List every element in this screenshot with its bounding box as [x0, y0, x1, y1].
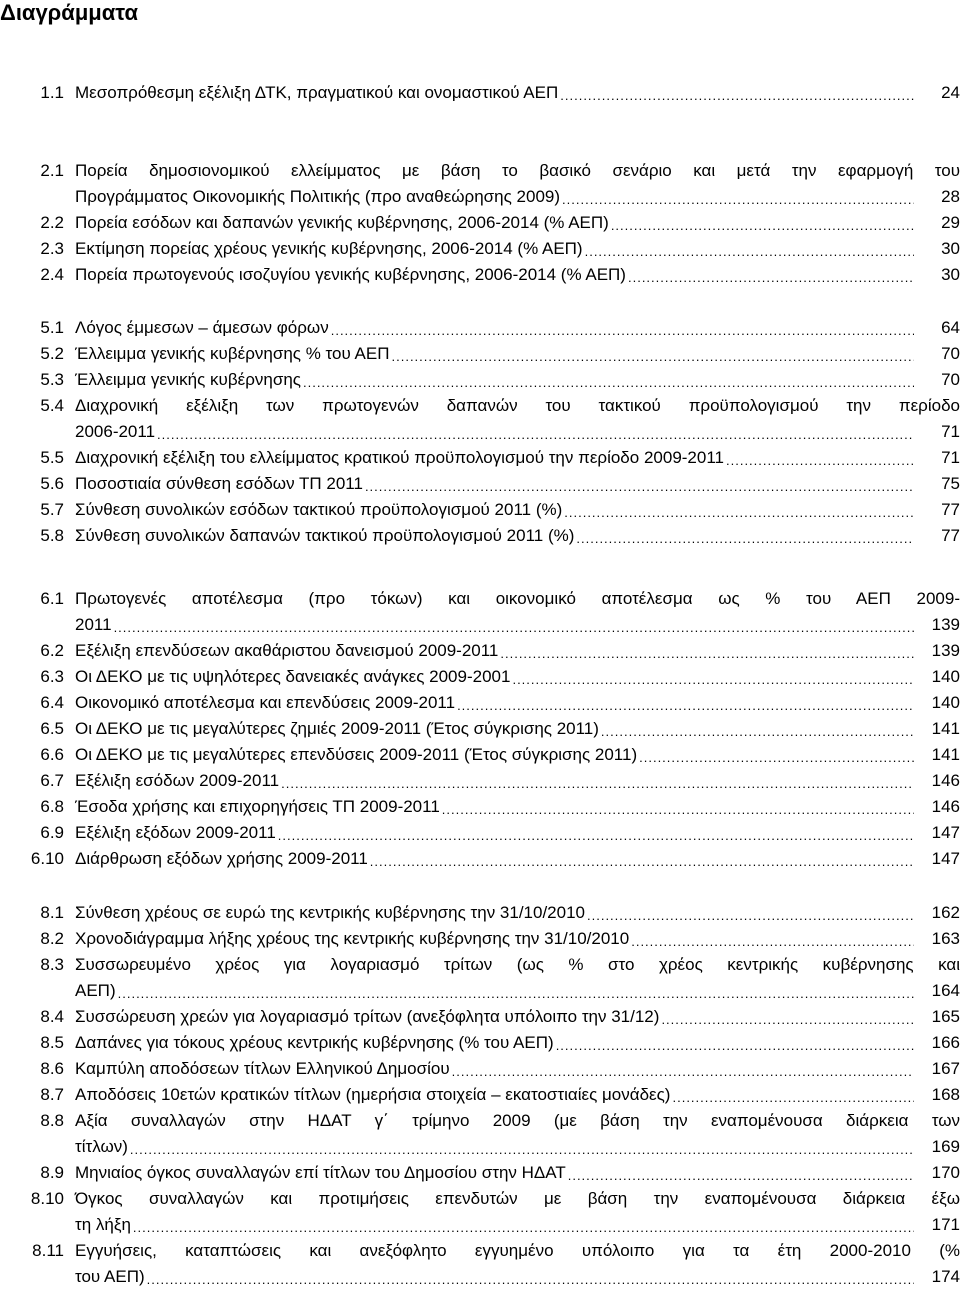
- entry-body: [75, 586, 960, 638]
- entry-body: [75, 315, 960, 341]
- entry-body: [75, 768, 960, 794]
- entry-number: 6.1: [40, 589, 64, 608]
- entry-number: 5.7: [40, 500, 64, 519]
- dot-leader: [639, 742, 914, 768]
- entry-line: [75, 1186, 960, 1212]
- entry-title: του ΑΕΠ): [75, 1267, 145, 1286]
- entry-body: [75, 952, 960, 1004]
- page-number: 171: [931, 1215, 960, 1234]
- dot-leader: [281, 768, 914, 794]
- entry-title: Οι ΔΕΚΟ με τις μεγαλύτερες επενδύσεις 2009-2011 (Έτος σύγκρισης 2011): [75, 745, 638, 764]
- dot-leader: [500, 638, 914, 664]
- entry-number: 2.1: [40, 161, 64, 180]
- dot-leader: [560, 80, 914, 106]
- entry-number: 6.5: [40, 719, 64, 738]
- page-title: Διαγράμματα: [0, 0, 138, 25]
- page-number: 77: [941, 526, 960, 545]
- page-number: 77: [941, 500, 960, 519]
- entry-line: [75, 768, 960, 794]
- dot-leader: [133, 1212, 914, 1238]
- page-number: 75: [941, 474, 960, 493]
- entry-number: 6.9: [40, 823, 64, 842]
- page-number: 164: [931, 981, 960, 1000]
- entry-number: 6.3: [40, 667, 64, 686]
- entry-title: ΑΕΠ): [75, 981, 116, 1000]
- entry-title: Διαχρονική εξέλιξη του ελλείμματος κρατικού προϋπολογισμού την περίοδο 2009-2011: [75, 448, 724, 467]
- page-number: 162: [931, 903, 960, 922]
- entry-number: 5.1: [40, 318, 64, 337]
- entry-line: [75, 1134, 960, 1160]
- entry-line: [75, 1056, 960, 1082]
- entry-title: Έλλειμμα γενικής κυβέρνησης: [75, 370, 301, 389]
- page-number: 170: [931, 1163, 960, 1182]
- entry-line: [75, 586, 960, 612]
- dot-leader: [114, 612, 914, 638]
- entry-title: Δαπάνες για τόκους χρέους κεντρικής κυβέρνησης (% του ΑΕΠ): [75, 1033, 554, 1052]
- entry-line: [75, 1160, 960, 1186]
- dot-leader: [576, 523, 914, 549]
- dot-leader: [631, 926, 914, 952]
- entry-line: [75, 1212, 960, 1238]
- dot-leader: [442, 794, 914, 820]
- entry-number: 5.3: [40, 370, 64, 389]
- entry-line: [75, 690, 960, 716]
- entry-line: [75, 900, 960, 926]
- entry-number: 8.4: [40, 1007, 64, 1026]
- page-number: 168: [931, 1085, 960, 1104]
- dot-leader: [157, 419, 914, 445]
- entry-title: Διάρθρωση εξόδων χρήσης 2009-2011: [75, 849, 368, 868]
- entry-number: 6.6: [40, 745, 64, 764]
- dot-leader: [564, 497, 914, 523]
- entry-title: Σύνθεση συνολικών εσόδων τακτικού προϋπολογισμού 2011 (%): [75, 500, 563, 519]
- page-number: 174: [931, 1267, 960, 1286]
- entry-line: [75, 716, 960, 742]
- entry-line: [75, 80, 960, 106]
- entry-title: Οι ΔΕΚΟ με τις μεγαλύτερες ζημιές 2009-2011 (Έτος σύγκρισης 2011): [75, 719, 599, 738]
- dot-leader: [118, 978, 914, 1004]
- page-number: 70: [941, 344, 960, 363]
- page-number: 169: [931, 1137, 960, 1156]
- page-number: 167: [931, 1059, 960, 1078]
- entry-title: 2006-2011: [75, 422, 156, 441]
- entry-title: Χρονοδιάγραμμα λήξης χρέους της κεντρικής κυβέρνησης την 31/10/2010: [75, 929, 630, 948]
- page-number: 24: [941, 83, 960, 102]
- entry-body: [75, 1056, 960, 1082]
- entry-number: 6.2: [40, 641, 64, 660]
- entry-title: Οικονομικό αποτέλεσμα και επενδύσεις 2009-2011: [75, 693, 456, 712]
- entry-number: 8.2: [40, 929, 64, 948]
- entry-body: [75, 445, 960, 471]
- entry-line: [75, 612, 960, 638]
- dot-leader: [562, 184, 914, 210]
- dot-leader: [331, 315, 914, 341]
- entry-number: 2.2: [40, 213, 64, 232]
- entry-line: [75, 846, 960, 872]
- entry-line: [75, 393, 960, 419]
- entry-body: [75, 900, 960, 926]
- page-number: 64: [941, 318, 960, 337]
- entry-body: [75, 367, 960, 393]
- entry-number: 5.6: [40, 474, 64, 493]
- entry-line: [75, 926, 960, 952]
- entry-title: Έλλειμμα γενικής κυβέρνησης % του ΑΕΠ: [75, 344, 390, 363]
- page-number: 30: [941, 239, 960, 258]
- entry-number: 2.3: [40, 239, 64, 258]
- dot-leader: [611, 210, 914, 236]
- entry-line: [75, 638, 960, 664]
- entry-body: [75, 1030, 960, 1056]
- entry-title: Εκτίμηση πορείας χρέους γενικής κυβέρνησης, 2006-2014 (% ΑΕΠ): [75, 239, 583, 258]
- entry-number: 8.3: [40, 955, 64, 974]
- entry-title-line: Εγγυήσεις, καταπτώσεις και ανεξόφλητο εγγυημένο υπόλοιπο για τα έτη 2000-2010 (%: [75, 1241, 960, 1260]
- page-number: 141: [931, 745, 960, 764]
- dot-leader: [512, 664, 914, 690]
- entry-line: [75, 367, 960, 393]
- entry-title: τη λήξη: [75, 1215, 131, 1234]
- page-number: 29: [941, 213, 960, 232]
- entry-title: Καμπύλη αποδόσεων τίτλων Ελληνικού Δημοσίου: [75, 1059, 450, 1078]
- entry-title: Πορεία πρωτογενούς ισοζυγίου γενικής κυβέρνησης, 2006-2014 (% ΑΕΠ): [75, 265, 626, 284]
- entry-title-line: Συσσωρευμένο χρέος για λογαριασμό τρίτων (ως % στο χρέος κεντρικής κυβέρνησης και: [75, 955, 960, 974]
- entry-body: [75, 210, 960, 236]
- entry-title: Ποσοστιαία σύνθεση εσόδων ΤΠ 2011: [75, 474, 363, 493]
- entry-line: [75, 158, 960, 184]
- page-number: 71: [941, 422, 960, 441]
- page-number: 139: [931, 615, 960, 634]
- entry-line: [75, 419, 960, 445]
- entry-line: [75, 497, 960, 523]
- page-number: 147: [931, 849, 960, 868]
- entry-body: [75, 664, 960, 690]
- entry-number: 8.11: [32, 1241, 64, 1260]
- entry-body: [75, 497, 960, 523]
- entry-body: [75, 80, 960, 106]
- entry-line: [75, 471, 960, 497]
- entry-number: 5.4: [40, 396, 64, 415]
- entry-line: [75, 210, 960, 236]
- page-number: 30: [941, 265, 960, 284]
- dot-leader: [601, 716, 914, 742]
- entry-body: [75, 341, 960, 367]
- dot-leader: [392, 341, 915, 367]
- dot-leader: [457, 690, 914, 716]
- entry-title: Αποδόσεις 10ετών κρατικών τίτλων (ημερήσια στοιχεία – εκατοστιαίες μονάδες): [75, 1085, 671, 1104]
- dot-leader: [587, 900, 914, 926]
- dot-leader: [303, 367, 914, 393]
- entry-line: [75, 1108, 960, 1134]
- page-number: 146: [931, 797, 960, 816]
- entry-line: [75, 315, 960, 341]
- entry-body: [75, 1004, 960, 1030]
- page-number: 166: [931, 1033, 960, 1052]
- entry-number: 2.4: [40, 265, 64, 284]
- entry-body: [75, 690, 960, 716]
- entry-line: [75, 1264, 960, 1290]
- entry-number: 5.8: [40, 526, 64, 545]
- entry-line: [75, 978, 960, 1004]
- entry-number: 8.9: [40, 1163, 64, 1182]
- entry-line: [75, 1030, 960, 1056]
- page-number: 139: [931, 641, 960, 660]
- entry-title-line: Πορεία δημοσιονομικού ελλείμματος με βάση το βασικό σενάριο και μετά την εφαρμογή του: [75, 161, 960, 180]
- page-number: 71: [941, 448, 960, 467]
- entry-title: Εξέλιξη εσόδων 2009-2011: [75, 771, 280, 790]
- entry-body: [75, 236, 960, 262]
- entry-number: 8.7: [40, 1085, 64, 1104]
- page-number: 70: [941, 370, 960, 389]
- entry-body: [75, 523, 960, 549]
- page-number: 163: [931, 929, 960, 948]
- entry-title: τίτλων): [75, 1137, 128, 1156]
- entry-line: [75, 1238, 960, 1264]
- entry-body: [75, 926, 960, 952]
- page-number: 140: [931, 693, 960, 712]
- entry-title: Σύνθεση χρέους σε ευρώ της κεντρικής κυβέρνησης την 31/10/2010: [75, 903, 585, 922]
- dot-leader: [452, 1056, 914, 1082]
- dot-leader: [370, 846, 914, 872]
- entry-body: [75, 1108, 960, 1160]
- entry-body: [75, 638, 960, 664]
- entry-number: 8.1: [40, 903, 64, 922]
- entry-line: [75, 445, 960, 471]
- entry-line: [75, 820, 960, 846]
- entry-line: [75, 1004, 960, 1030]
- page-number: 147: [931, 823, 960, 842]
- entry-body: [75, 1238, 960, 1290]
- entry-number: 6.10: [30, 849, 64, 868]
- entry-body: [75, 742, 960, 768]
- entry-title: Συσσώρευση χρεών για λογαριασμό τρίτων (ανεξόφλητα υπόλοιπο την 31/12): [75, 1007, 660, 1026]
- dot-leader: [130, 1134, 914, 1160]
- entry-number: 5.5: [40, 448, 64, 467]
- entry-body: [75, 1082, 960, 1108]
- page-number: 165: [931, 1007, 960, 1026]
- dot-leader: [147, 1264, 914, 1290]
- entry-line: [75, 742, 960, 768]
- entry-line: [75, 523, 960, 549]
- entry-line: [75, 236, 960, 262]
- entry-title-line: Όγκος συναλλαγών και προτιμήσεις επενδυτών με βάση την εναπομένουσα διάρκεια έξω: [75, 1189, 960, 1208]
- entry-line: [75, 341, 960, 367]
- entry-title: Προγράμματος Οικονομικής Πολιτικής (προ αναθεώρησης 2009): [75, 187, 561, 206]
- entry-title-line: Πρωτογενές αποτέλεσμα (προ τόκων) και οικονομικό αποτέλεσμα ως % του ΑΕΠ 2009-: [75, 589, 960, 608]
- entry-number: 8.6: [40, 1059, 64, 1078]
- page-number: 141: [931, 719, 960, 738]
- entry-body: [75, 716, 960, 742]
- entry-number: 6.7: [40, 771, 64, 790]
- page-number: 140: [931, 667, 960, 686]
- dot-leader: [365, 471, 914, 497]
- dot-leader: [278, 820, 914, 846]
- entry-title: Εξέλιξη επενδύσεων ακαθάριστου δανεισμού 2009-2011: [75, 641, 499, 660]
- entry-title: Μηνιαίος όγκος συναλλαγών επί τίτλων του Δημοσίου στην ΗΔΑΤ: [75, 1163, 566, 1182]
- entry-number: 8.5: [40, 1033, 64, 1052]
- entry-title-line: Αξία συναλλαγών στην ΗΔΑΤ γ΄ τρίμηνο 2009 (με βάση την εναπομένουσα διάρκεια των: [75, 1111, 960, 1130]
- entry-line: [75, 1082, 960, 1108]
- entry-title: Έσοδα χρήσης και επιχορηγήσεις ΤΠ 2009-2011: [75, 797, 440, 816]
- entry-title: Λόγος έμμεσων – άμεσων φόρων: [75, 318, 329, 337]
- entry-line: [75, 184, 960, 210]
- entry-line: [75, 664, 960, 690]
- dot-leader: [628, 262, 914, 288]
- entry-number: 8.10: [30, 1189, 64, 1208]
- entry-body: [75, 846, 960, 872]
- entry-body: [75, 393, 960, 445]
- entry-title: Πορεία εσόδων και δαπανών γενικής κυβέρνησης, 2006-2014 (% ΑΕΠ): [75, 213, 609, 232]
- dot-leader: [672, 1082, 914, 1108]
- dot-leader: [568, 1160, 914, 1186]
- entry-body: [75, 158, 960, 210]
- entry-body: [75, 262, 960, 288]
- entry-title: Μεσοπρόθεσμη εξέλιξη ΔΤΚ, πραγματικού και ονομαστικού ΑΕΠ: [75, 83, 559, 102]
- entry-body: [75, 820, 960, 846]
- entry-title-line: Διαχρονική εξέλιξη των πρωτογενών δαπανών του τακτικού προϋπολογισμού την περίοδο: [75, 396, 960, 415]
- entry-number: 6.4: [40, 693, 64, 712]
- dot-leader: [585, 236, 914, 262]
- entry-number: 6.8: [40, 797, 64, 816]
- entry-title: Οι ΔΕΚΟ με τις υψηλότερες δανειακές ανάγκες 2009-2001: [75, 667, 511, 686]
- entry-body: [75, 794, 960, 820]
- dot-leader: [726, 445, 914, 471]
- entry-title: Εξέλιξη εξόδων 2009-2011: [75, 823, 276, 842]
- entry-line: [75, 794, 960, 820]
- entry-number: 5.2: [40, 344, 64, 363]
- page-number: 28: [941, 187, 960, 206]
- entry-title: Σύνθεση συνολικών δαπανών τακτικού προϋπολογισμού 2011 (%): [75, 526, 575, 545]
- entry-line: [75, 262, 960, 288]
- entry-body: [75, 471, 960, 497]
- entry-line: [75, 952, 960, 978]
- entry-title: 2011: [75, 615, 112, 634]
- entry-number: 1.1: [40, 83, 64, 102]
- entry-body: [75, 1186, 960, 1238]
- dot-leader: [556, 1030, 914, 1056]
- entry-number: 8.8: [40, 1111, 64, 1130]
- entry-body: [75, 1160, 960, 1186]
- page-number: 146: [931, 771, 960, 790]
- dot-leader: [661, 1004, 914, 1030]
